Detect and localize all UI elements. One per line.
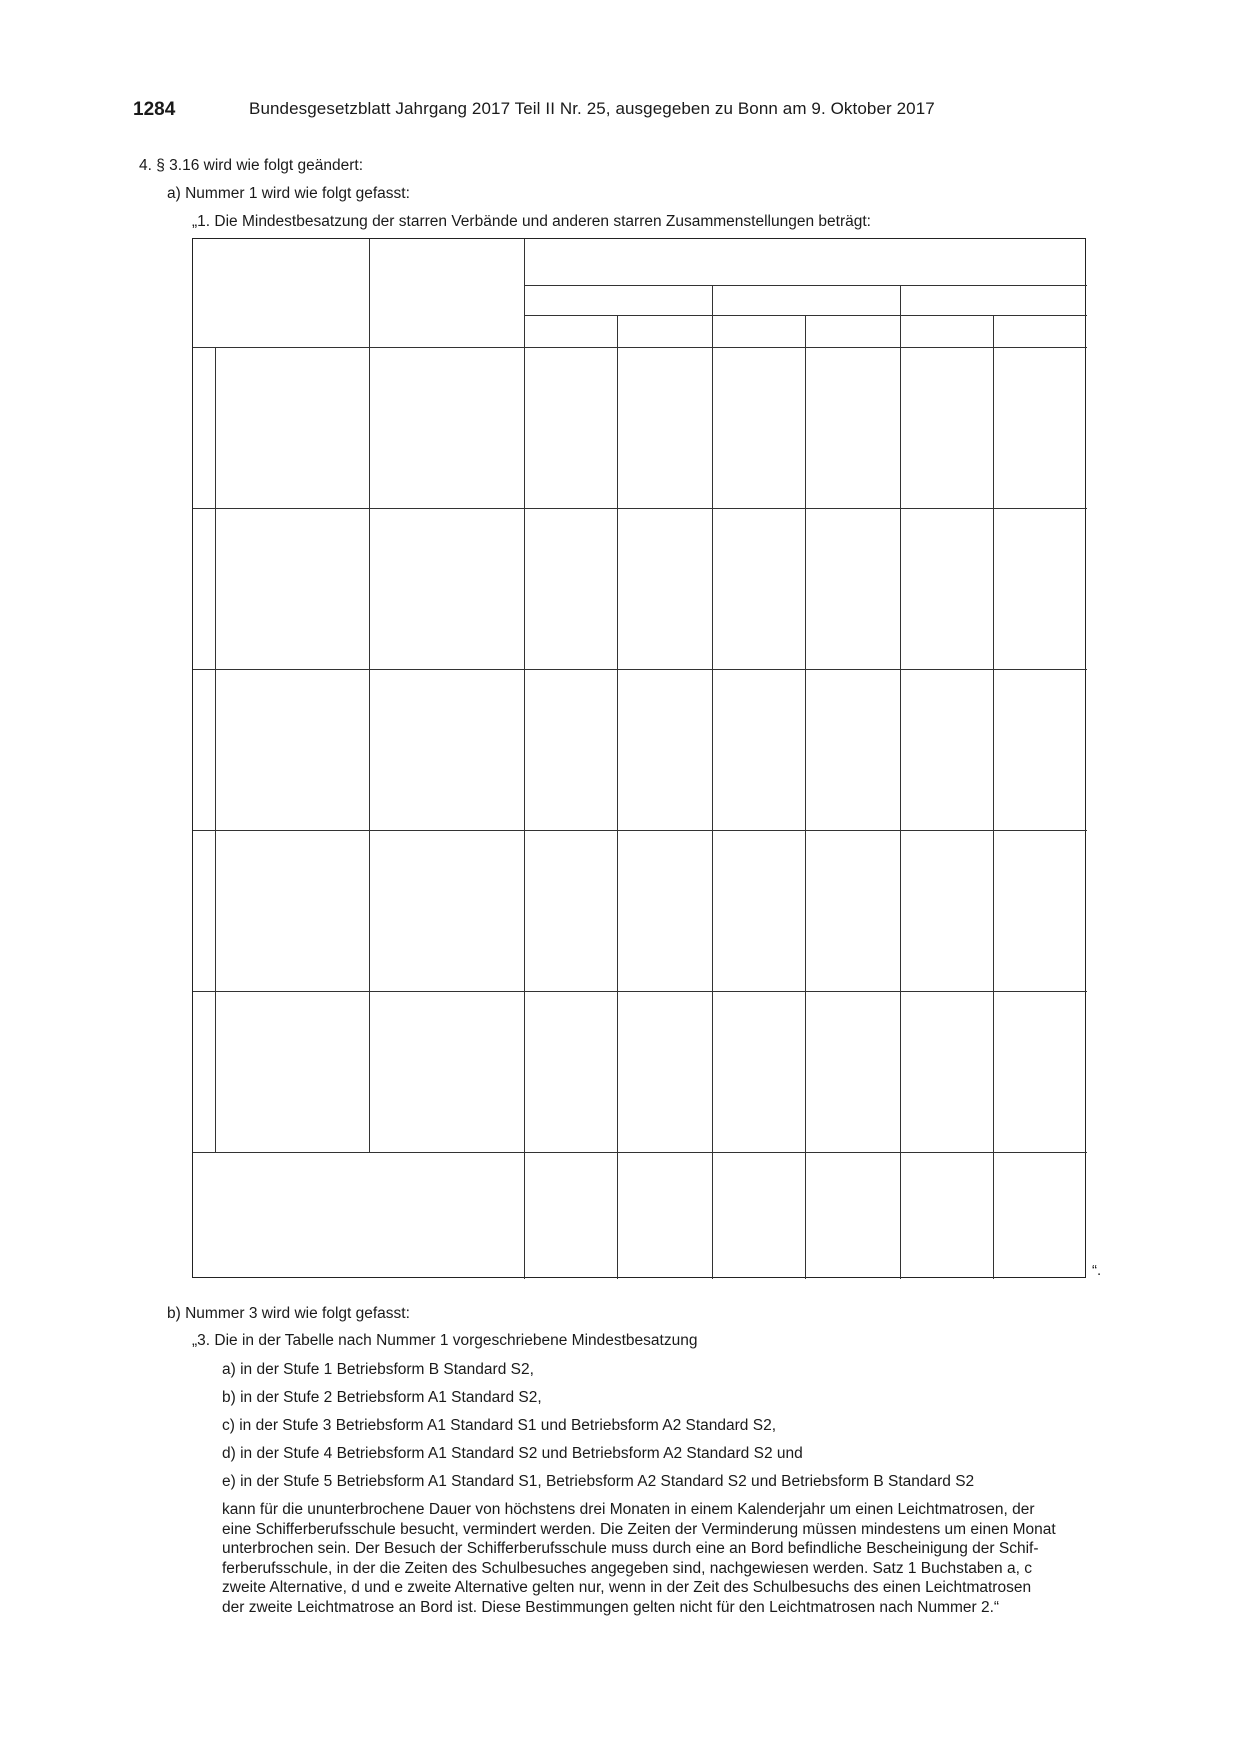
page-header: [133, 99, 1003, 125]
stage-num-rule: [215, 347, 216, 508]
stage-num-rule: [215, 991, 216, 1152]
stage-separator: [193, 669, 1087, 670]
standard-rule: [805, 315, 806, 1279]
paragraph-line: unterbrochen sein. Der Besuch der Schifferberufsschule muss durch eine an Bord befindliche Bescheinigung der Schif-: [222, 1540, 1039, 1557]
paragraph-line: zweite Alternative, d und e zweite Alternative gelten nur, wenn in der Zeit des Schulbesuchs des einen Leichtmatrosen: [222, 1579, 1032, 1596]
item-b: b) Nummer 3 wird wie folgt gefasst:: [167, 1305, 410, 1322]
list-item: c) in der Stufe 3 Betriebsform A1 Standard S1 und Betriebsform A2 Standard S2,: [222, 1417, 777, 1434]
gazette-title: Bundesgesetzblatt Jahrgang 2017 Teil II Nr. 25, ausgegeben zu Bonn am 9. Oktober 2017: [249, 99, 935, 118]
paragraph-line: eine Schifferberufsschule besucht, vermindert werden. Die Zeiten der Verminderung müssen mindestens um einen Monat: [222, 1520, 1056, 1538]
header-bottom-rule: [193, 347, 1087, 348]
paragraph-line: ferberufsschule, in der die Zeiten des Schulbesuches angegeben sind, nachgewiesen werden. Satz 1 Buchstaben a, c: [222, 1559, 1032, 1577]
closing-quote: “.: [1092, 1262, 1102, 1279]
header-rule: [524, 285, 1087, 286]
paragraph-line: der zweite Leichtmatrose an Bord ist. Diese Bestimmungen gelten nicht für den Leichtmatrosen nach Nummer 2.“: [222, 1598, 1000, 1616]
form-rule: [900, 285, 901, 1279]
stage-separator: [193, 508, 1087, 509]
stage-desc-rule: [369, 669, 370, 830]
standard-rule: [993, 315, 994, 1279]
header-rule: [369, 239, 370, 347]
form-rule: [712, 285, 713, 1279]
col-rule: [524, 239, 525, 1279]
item-a: a) Nummer 1 wird wie folgt gefasst:: [167, 185, 410, 202]
item-4: 4. § 3.16 wird wie folgt geändert:: [139, 157, 364, 174]
stage-desc-rule: [369, 508, 370, 669]
page-number: 1284: [133, 99, 176, 120]
stage-desc-rule: [369, 347, 370, 508]
standard-rule: [617, 315, 618, 1279]
list-item: e) in der Stufe 5 Betriebsform A1 Standard S1, Betriebsform A2 Standard S2 und Betriebsform B Standard S2: [222, 1473, 975, 1490]
stage-num-rule: [215, 508, 216, 669]
list-item: b) in der Stufe 2 Betriebsform A1 Standard S2,: [222, 1389, 542, 1406]
footnote-separator: [193, 1152, 1087, 1153]
list-item: a) in der Stufe 1 Betriebsform B Standard S2,: [222, 1361, 534, 1378]
stage-desc-rule: [369, 991, 370, 1152]
list-item: d) in der Stufe 4 Betriebsform A1 Standard S2 und Betriebsform A2 Standard S2 und: [222, 1445, 803, 1462]
stage-num-rule: [215, 830, 216, 991]
table-intro: „1. Die Mindestbesatzung der starren Verbände und anderen starren Zusammenstellungen beträgt:: [192, 213, 871, 230]
crew-table: [192, 238, 1086, 1278]
stage-separator: [193, 830, 1087, 831]
stage-separator: [193, 991, 1087, 992]
nummer-3-intro: „3. Die in der Tabelle nach Nummer 1 vorgeschriebene Mindestbesatzung: [192, 1332, 698, 1349]
stage-num-rule: [215, 669, 216, 830]
stage-desc-rule: [369, 830, 370, 991]
paragraph-line: kann für die ununterbrochene Dauer von höchstens drei Monaten in einem Kalenderjahr um einen Leichtmatrosen, der: [222, 1501, 1035, 1518]
